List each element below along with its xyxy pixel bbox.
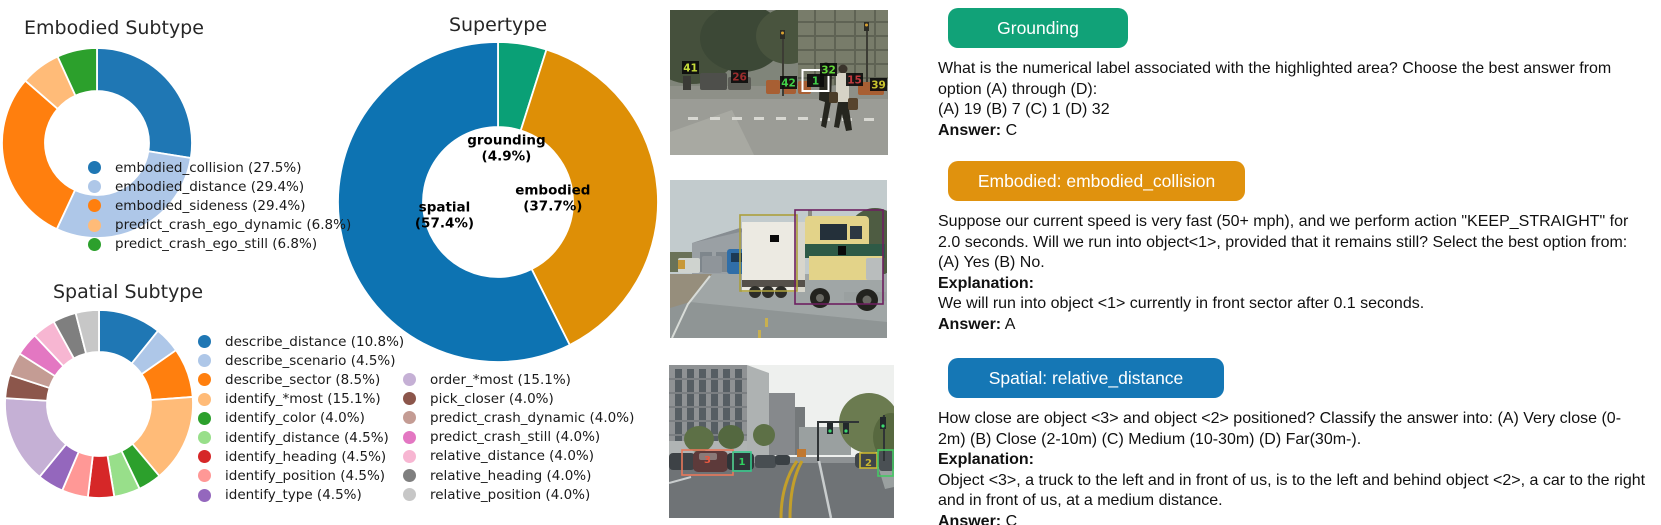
legend-item-order_*most (403, 370, 634, 389)
motorbike (683, 76, 691, 90)
legend-dot (88, 180, 101, 193)
example-spatial (938, 358, 1648, 525)
embodied-subtype-title: Embodied Subtype (24, 17, 204, 39)
legend-item-identify_*most (198, 390, 404, 409)
legend-label: predict_crash_ego_still (6.8%) (115, 236, 318, 253)
tag-label-32: 32 (821, 64, 836, 77)
spatial-badge: Spatial: relative_distance (948, 358, 1224, 398)
photo-urban-road (669, 365, 894, 518)
legend-dot (88, 238, 101, 251)
legend-dot (403, 469, 416, 482)
road-sign (797, 449, 806, 457)
legend-label: describe_sector (8.5%) (225, 371, 381, 388)
photo-truck-scene (670, 180, 887, 338)
legend-label: describe_distance (10.8%) (225, 333, 405, 350)
answer-line: Answer: A (938, 315, 1016, 333)
legend-label: identify_*most (15.1%) (225, 391, 381, 408)
donut-inner-label-grounding: grounding (4.9%) (467, 132, 546, 165)
example-embodied (938, 161, 1648, 335)
legend-dot (198, 373, 211, 386)
explanation-label: Explanation: (938, 274, 1035, 292)
tag-label-41: 41 (683, 62, 698, 75)
bbox-label-2: 2 (865, 458, 872, 469)
legend-item-describe_sector (198, 370, 404, 389)
explanation-label: Explanation: (938, 451, 1035, 468)
legend-dot (198, 412, 211, 425)
legend-label: pick_closer (4.0%) (430, 390, 554, 407)
legend-dot (403, 411, 416, 424)
legend-label: identify_distance (4.5%) (225, 429, 389, 446)
photo-street-crossing (670, 10, 888, 155)
street-trees (684, 426, 714, 452)
legend-item-identify_type (198, 486, 404, 505)
legend-item-identify_position (198, 466, 404, 485)
legend-label: identify_type (4.5%) (225, 487, 362, 504)
supertype-donut (338, 42, 658, 362)
legend-label: order_*most (15.1%) (430, 371, 571, 388)
spatial-subtype-title: Spatial Subtype (53, 281, 204, 303)
explanation-text: We will run into object <1> currently in front sector after 0.1 seconds. (938, 295, 1425, 312)
options-line: (A) 19 (B) 7 (C) 1 (D) 32 (938, 101, 1110, 118)
legend-label: relative_heading (4.0%) (430, 467, 592, 484)
embodied-subtype-legend (88, 158, 351, 254)
donut-inner-label-embodied: embodied (37.7%) (515, 182, 591, 215)
legend-dot (403, 392, 416, 405)
legend-dot (198, 469, 211, 482)
legend-dot (198, 450, 211, 463)
legend-dot (403, 450, 416, 463)
legend-item-relative_heading (403, 466, 634, 485)
legend-item-embodied_sideness (88, 196, 351, 215)
legend-label: describe_scenario (4.5%) (225, 352, 396, 369)
question-text: How close are object <3> and object <2> positioned? Classify the answer into: (A) Very close (0-2m) (B) Close (2-10m) (C) Medium (10-30m) (D) Far(30m-). (938, 410, 1622, 448)
tag-label-39: 39 (871, 79, 886, 92)
question-text: What is the numerical label associated with the highlighted area? Choose the best answer from option (A) through (D): (938, 60, 1612, 98)
legend-item-predict_crash_ego_still (88, 235, 351, 254)
legend-item-describe_distance (198, 332, 404, 351)
legend-label: identify_color (4.0%) (225, 410, 365, 427)
tag-label-15: 15 (847, 74, 862, 87)
embodied-badge: Embodied: embodied_collision (948, 161, 1245, 201)
van (700, 73, 727, 90)
donut-inner-label-spatial: spatial (57.4%) (414, 199, 475, 232)
legend-item-describe_scenario (198, 351, 404, 370)
legend-item-predict_crash_still (403, 428, 634, 447)
legend-label: relative_position (4.0%) (430, 486, 591, 503)
legend-label: embodied_collision (27.5%) (115, 159, 302, 176)
legend-item-embodied_collision (88, 158, 351, 177)
legend-label: relative_distance (4.0%) (430, 448, 594, 465)
legend-label: predict_crash_dynamic (4.0%) (430, 409, 635, 426)
bbox-label-3: 3 (704, 455, 711, 466)
legend-label: identify_position (4.5%) (225, 467, 386, 484)
bbox-label-1: 1 (738, 457, 746, 468)
legend-dot (88, 219, 101, 232)
legend-item-relative_position (403, 485, 634, 504)
spatial-subtype-legend-col1 (198, 332, 404, 505)
legend-dot (198, 431, 211, 444)
legend-label: predict_crash_ego_dynamic (6.8%) (115, 217, 352, 234)
legend-dot (403, 373, 416, 386)
legend-item-predict_crash_dynamic (403, 408, 634, 427)
answer-line: Answer: C (938, 512, 1018, 525)
legend-label: identify_heading (4.5%) (225, 448, 387, 465)
legend-item-relative_distance (403, 447, 634, 466)
legend-dot (88, 161, 101, 174)
legend-dot (403, 488, 416, 501)
legend-item-pick_closer (403, 389, 634, 408)
legend-dot (88, 199, 101, 212)
legend-item-identify_color (198, 409, 404, 428)
tag-label-42: 42 (781, 77, 796, 90)
spatial-subtype-legend-col2 (403, 370, 634, 504)
supertype-title: Supertype (448, 14, 548, 36)
legend-item-embodied_distance (88, 177, 351, 196)
grounding-badge: Grounding (948, 8, 1128, 48)
legend-dot (198, 335, 211, 348)
legend-item-identify_heading (198, 447, 404, 466)
legend-dot (403, 431, 416, 444)
example-grounding (938, 8, 1648, 141)
answer-line: Answer: C (938, 121, 1018, 139)
legend-dot (198, 393, 211, 406)
legend-dot (198, 489, 211, 502)
legend-label: embodied_sideness (29.4%) (115, 197, 306, 214)
legend-item-predict_crash_ego_dynamic (88, 216, 351, 235)
explanation-text: Object <3>, a truck to the left and in front of us, is to the left and behind object <2>, a car to the right and in front of us, at a medium distance. (938, 471, 1646, 509)
legend-dot (198, 354, 211, 367)
legend-label: embodied_distance (29.4%) (115, 178, 305, 195)
legend-item-identify_distance (198, 428, 404, 447)
question-text: Suppose our current speed is very fast (50+ mph), and we perform action "KEEP_STRAIGHT" for 2.0 seconds. Will we run into object<1>, provided that it remains still? Select the best option from: (A) Yes (B) No. (938, 213, 1629, 271)
spatial-subtype-donut (5, 310, 193, 498)
donut-slice-embodied_collision (97, 48, 192, 158)
tag-label-1: 1 (811, 75, 820, 88)
tag-label-26: 26 (732, 71, 747, 84)
legend-label: predict_crash_still (4.0%) (430, 429, 601, 446)
